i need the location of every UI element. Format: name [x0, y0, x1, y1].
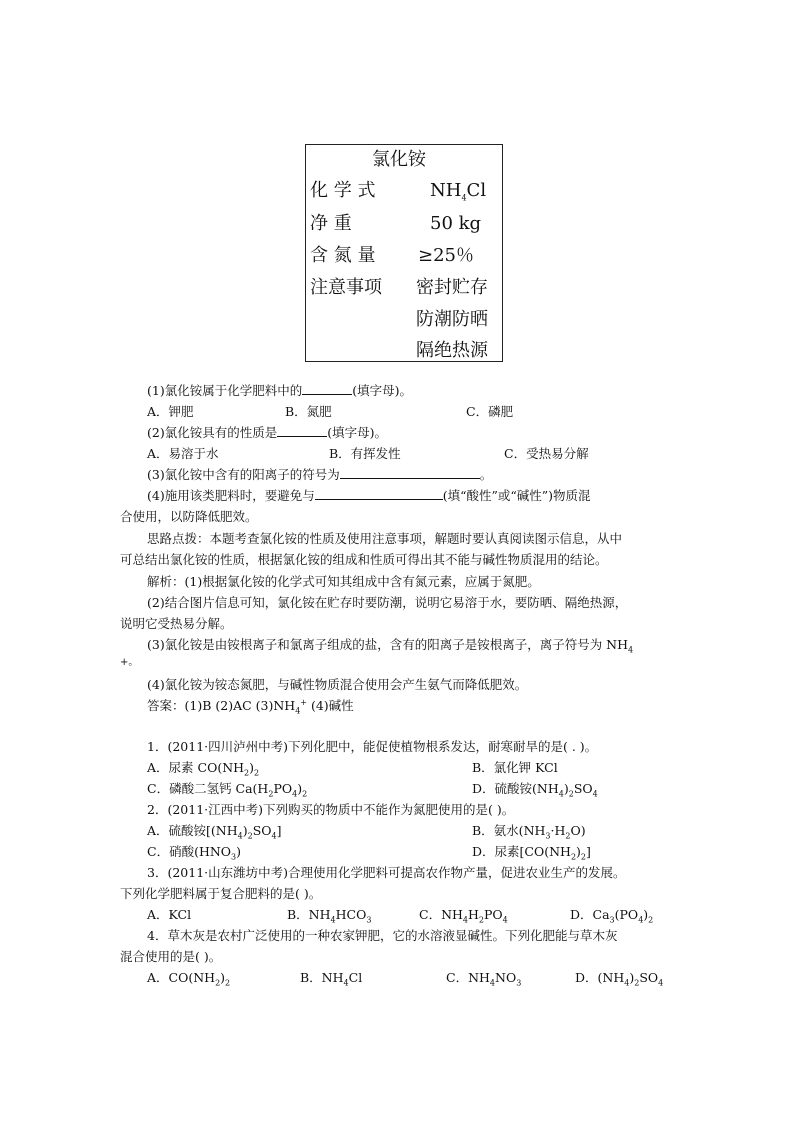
label-value-nitrogen: ≥25％ — [418, 245, 474, 266]
exercise-4-opt-a: A．$CO(NH_2)_2$ — [147, 970, 231, 988]
exercise-4-stem-1: 4．草木灰是农村广泛使用的一种农家钾肥，它的水溶液显碱性。下列化肥能与草木灰 — [147, 928, 618, 943]
analysis-2a: (2)结合图片信息可知，氯化铵在贮存时要防潮，说明它易溶于水，要防晒、隔绝热源， — [147, 595, 628, 610]
exercise-2-opt-a: A．硫酸铵$[(NH_4)_2SO_4]$ — [147, 823, 282, 841]
exercise-1-opt-d: D．硫酸铵$(NH_4)_2SO_4$ — [472, 781, 598, 799]
exercise-4-opt-c: C．$NH_4NO_3$ — [446, 970, 522, 988]
example-q3: (3)氯化铵中含有的阳离子的符号为 。 — [147, 467, 493, 482]
exercise-1-opt-b: B．氯化钾 KCl — [472, 760, 558, 775]
exercise-2-opt-c: C．硝酸$(HNO_3)$ — [147, 844, 242, 862]
exercise-4-opt-d: D．$(NH_4)_2SO_4$ — [575, 970, 664, 988]
example-q2-opt-b: B．有挥发性 — [329, 446, 401, 461]
analysis-2b: 说明它受热易分解。 — [120, 616, 233, 631]
label-key-notes: 注意事项 — [310, 277, 382, 298]
hint-line-1: 思路点拨：本题考查氯化铵的性质及使用注意事项，解题时要认真阅读图示信息，从中 — [147, 531, 623, 546]
example-q1: (1)氯化铵属于化学肥料中的 (填字母)。 — [147, 383, 412, 398]
example-q2-opt-c: C．受热易分解 — [504, 446, 589, 461]
exercise-3-opt-b: B．$NH_4HCO_3$ — [287, 907, 372, 925]
exercise-1-opt-a: A．尿素 $CO(NH_2)_2$ — [147, 760, 260, 778]
exercise-4-opt-b: B．$NH_4Cl$ — [300, 970, 363, 988]
example-q1-opt-a: A．钾肥 — [147, 404, 194, 419]
hint-line-2: 可总结出氯化铵的性质，根据氯化铵的组成和性质可得出其不能与碱性物质混用的结论。 — [120, 552, 608, 567]
analysis-4: (4)氯化铵为铵态氮肥，与碱性物质混合使用会产生氨气而降低肥效。 — [147, 677, 528, 692]
exercise-3-opt-a: A．KCl — [147, 907, 192, 922]
answer-line: 答案：(1)B (2)AC $(3)NH_4^+$ (4)碱性 — [147, 697, 354, 716]
label-value-notes-3: 隔绝热源 — [416, 340, 488, 361]
exercise-1-stem: 1．(2011·四川泸州中考)下列化肥中，能促使植物根系发达，耐寒耐旱的是( . )。 — [147, 739, 598, 754]
exercise-3-opt-d: D．$Ca_3(PO_4)_2$ — [570, 907, 654, 925]
exercise-2-opt-d: D．尿素$[CO(NH_2)_2]$ — [472, 844, 591, 862]
label-value-notes-2: 防潮防晒 — [416, 309, 488, 330]
fertilizer-label-box — [305, 144, 503, 362]
label-value-weight: 50 kg — [430, 213, 482, 234]
example-q4: (4)施用该类肥料时，要避免与 (填“酸性”或“碱性”)物质混 — [147, 488, 591, 503]
analysis-1: 解析：(1)根据氯化铵的化学式可知其组成中含有氮元素，应属于氮肥。 — [147, 574, 540, 589]
label-value-formula: $NH_4Cl$ — [430, 180, 487, 203]
exercise-3-stem-2: 下列化学肥料属于复合肥料的是( )。 — [120, 886, 322, 901]
exercise-2-opt-b: B．氨水$(NH_3\cdot H_2O)$ — [472, 823, 586, 841]
exercise-1-opt-c: C．磷酸二氢钙 $Ca(H_2PO_4)_2$ — [147, 781, 308, 799]
exercise-2-stem: 2．(2011·江西中考)下列购买的物质中不能作为氮肥使用的是( )。 — [147, 802, 515, 817]
label-key-formula: 化 学 式 — [310, 180, 376, 201]
example-q1-opt-b: B．氮肥 — [285, 404, 332, 419]
label-key-weight: 净 重 — [310, 213, 352, 234]
analysis-3b: +。 — [120, 657, 139, 668]
label-key-nitrogen: 含 氮 量 — [310, 245, 376, 266]
example-q4-line2: 合使用，以防降低肥效。 — [120, 509, 258, 524]
exercise-3-stem-1: 3．(2011·山东潍坊中考)合理使用化学肥料可提高农作物产量，促进农业生产的发展。 — [147, 865, 626, 880]
label-title: 氯化铵 — [372, 149, 426, 170]
example-q2: (2)氯化铵具有的性质是 (填字母)。 — [147, 425, 387, 440]
example-q1-opt-c: C．磷肥 — [466, 404, 514, 419]
label-value-notes-1: 密封贮存 — [416, 277, 488, 298]
analysis-3a: (3)氯化铵是由铵根离子和氯离子组成的盐，含有的阳离子是铵根离子，离子符号为 $NH_4$ — [147, 637, 634, 655]
exercise-3-opt-c: C．$NH_4H_2PO_4$ — [419, 907, 508, 925]
example-q2-opt-a: A．易溶于水 — [147, 446, 219, 461]
exercise-4-stem-2: 混合使用的是( )。 — [120, 949, 222, 964]
